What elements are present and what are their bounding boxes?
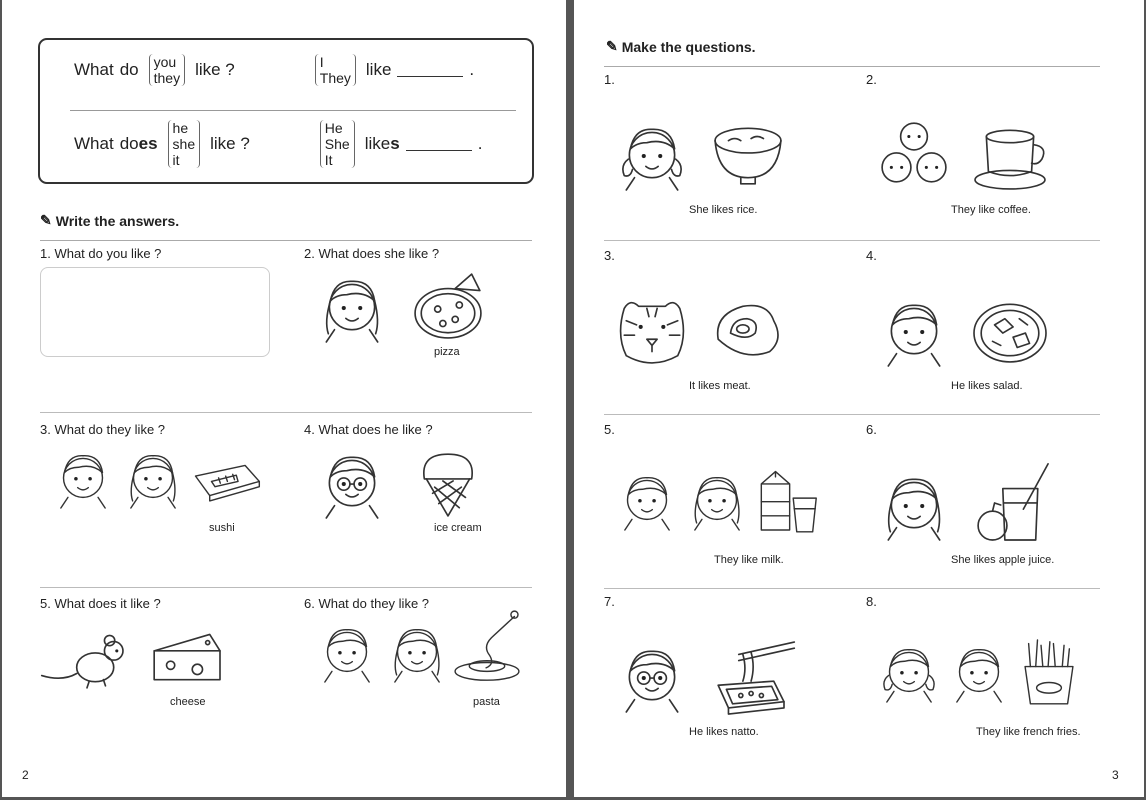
pigtail-face-icon bbox=[616, 118, 688, 190]
ice-cream-icon bbox=[412, 446, 484, 518]
picture-caption: He likes salad. bbox=[951, 380, 1023, 392]
item-label: 2. What does she like ? bbox=[304, 246, 440, 261]
grammar-text: . bbox=[477, 134, 483, 153]
section-title: Write the answers. bbox=[55, 212, 180, 229]
pigtail-face-icon bbox=[878, 640, 940, 702]
picture bbox=[616, 468, 678, 535]
picture bbox=[878, 118, 950, 195]
grammar-text: What bbox=[74, 134, 114, 153]
answer-subject-bracket bbox=[320, 120, 355, 168]
grammar-text: like bbox=[364, 134, 391, 153]
section-header bbox=[606, 38, 756, 55]
item-label: 7. bbox=[604, 594, 615, 609]
picture bbox=[878, 640, 940, 707]
picture-caption: sushi bbox=[209, 522, 235, 534]
answer-subject-bracket bbox=[315, 54, 356, 86]
picture-caption: It likes meat. bbox=[689, 380, 751, 392]
grammar-text: like bbox=[365, 60, 392, 79]
picture bbox=[616, 640, 688, 717]
picture-caption: They like french fries. bbox=[976, 726, 1081, 738]
picture bbox=[52, 620, 124, 697]
pencil-icon: ✎ bbox=[606, 38, 618, 54]
grammar-bold-suffix: s bbox=[390, 134, 400, 153]
coffee-cup-icon bbox=[974, 118, 1046, 190]
sushi-icon bbox=[192, 446, 254, 508]
subject-option: It bbox=[324, 152, 333, 168]
milk-icon bbox=[756, 468, 818, 530]
boy-face-icon bbox=[878, 294, 950, 366]
subject-bracket bbox=[149, 54, 185, 86]
apple-juice-icon bbox=[974, 468, 1046, 540]
grammar-text: do bbox=[119, 60, 139, 79]
picture bbox=[712, 640, 784, 717]
picture-caption: pasta bbox=[473, 696, 500, 708]
item-label: 1. bbox=[604, 72, 615, 87]
item-label: 3. What do they like ? bbox=[40, 422, 166, 437]
girl-face-icon bbox=[386, 620, 448, 682]
mouse-icon bbox=[52, 620, 124, 692]
girl-face-icon bbox=[686, 468, 748, 530]
picture bbox=[878, 468, 950, 545]
pasta-icon bbox=[456, 620, 518, 682]
subject-option: They bbox=[319, 70, 351, 86]
picture-caption: ice cream bbox=[434, 522, 482, 534]
picture bbox=[616, 118, 688, 195]
picture-caption: She likes rice. bbox=[689, 204, 758, 216]
row-divider bbox=[604, 588, 1100, 589]
picture bbox=[712, 294, 784, 371]
subject-option: you bbox=[153, 54, 177, 70]
grammar-text: . bbox=[469, 60, 475, 79]
subject-option: it bbox=[172, 152, 180, 168]
picture bbox=[974, 118, 1046, 195]
picture bbox=[1018, 640, 1080, 707]
grammar-text: What bbox=[74, 60, 114, 79]
picture bbox=[122, 446, 184, 513]
picture-caption: They like coffee. bbox=[951, 204, 1031, 216]
row-divider bbox=[604, 414, 1100, 415]
grammar-bold-suffix: es bbox=[138, 134, 158, 153]
subject-option: She bbox=[324, 136, 350, 152]
picture-caption: They like milk. bbox=[714, 554, 784, 566]
grammar-box bbox=[38, 38, 534, 184]
item-label: 5. bbox=[604, 422, 615, 437]
subject-bracket bbox=[168, 120, 201, 168]
tiger-icon bbox=[616, 294, 688, 366]
item-label: 4. What does he like ? bbox=[304, 422, 433, 437]
right-page bbox=[574, 0, 1144, 797]
grammar-text: do bbox=[119, 134, 139, 153]
grammar-text bbox=[365, 134, 400, 154]
boy-face-icon bbox=[948, 640, 1010, 702]
row-divider bbox=[40, 412, 532, 413]
picture bbox=[974, 468, 1046, 545]
picture bbox=[878, 294, 950, 371]
row-divider bbox=[40, 587, 532, 588]
header-rule bbox=[40, 240, 532, 241]
subject-option: He bbox=[324, 120, 343, 136]
grammar-text: like ? bbox=[210, 134, 250, 153]
picture bbox=[316, 446, 388, 523]
picture bbox=[412, 446, 484, 523]
picture bbox=[148, 620, 220, 697]
girl-face-icon bbox=[122, 446, 184, 508]
section-title: Make the questions. bbox=[621, 38, 756, 55]
item-label: 4. bbox=[866, 248, 877, 263]
subject-option: they bbox=[153, 70, 181, 86]
subject-option: he bbox=[172, 120, 189, 136]
natto-icon bbox=[712, 640, 784, 712]
item-label: 6. What do they like ? bbox=[304, 596, 430, 611]
picture bbox=[686, 468, 748, 535]
girl-face-icon bbox=[878, 468, 950, 540]
answer-blank bbox=[406, 137, 472, 151]
picture bbox=[52, 446, 114, 513]
row-divider bbox=[604, 240, 1100, 241]
glasses-face-icon bbox=[616, 640, 688, 712]
picture bbox=[616, 294, 688, 371]
left-page bbox=[2, 0, 566, 797]
picture bbox=[756, 468, 818, 535]
item-label: 8. bbox=[866, 594, 877, 609]
answer-box[interactable] bbox=[40, 267, 270, 357]
group-faces-icon bbox=[878, 118, 950, 190]
boy-face-icon bbox=[316, 620, 378, 682]
grammar-text bbox=[120, 134, 158, 154]
picture bbox=[456, 620, 518, 687]
french-fries-icon bbox=[1018, 640, 1080, 702]
item-label: 3. bbox=[604, 248, 615, 263]
item-label: 2. bbox=[866, 72, 877, 87]
item-label: 5. What does it like ? bbox=[40, 596, 161, 611]
picture-caption: She likes apple juice. bbox=[951, 554, 1055, 566]
picture bbox=[412, 270, 484, 347]
header-rule bbox=[604, 66, 1100, 67]
picture bbox=[316, 270, 388, 347]
picture bbox=[948, 640, 1010, 707]
glasses-face-icon bbox=[316, 446, 388, 518]
picture bbox=[386, 620, 448, 687]
meat-icon bbox=[712, 294, 784, 366]
picture bbox=[316, 620, 378, 687]
picture-caption: cheese bbox=[170, 696, 206, 708]
page-number: 2 bbox=[22, 768, 29, 782]
grammar-row-does bbox=[74, 120, 482, 168]
salad-icon bbox=[974, 294, 1046, 366]
divider bbox=[70, 110, 516, 111]
rice-bowl-icon bbox=[712, 118, 784, 190]
picture bbox=[192, 446, 254, 513]
girl-face-icon bbox=[316, 270, 388, 342]
grammar-text: like ? bbox=[195, 60, 235, 79]
picture-caption: pizza bbox=[434, 346, 460, 358]
grammar-row-do bbox=[74, 54, 474, 86]
picture-caption: He likes natto. bbox=[689, 726, 759, 738]
item-label: 1. What do you like ? bbox=[40, 246, 162, 261]
boy-face-icon bbox=[52, 446, 114, 508]
picture bbox=[712, 118, 784, 195]
section-header bbox=[40, 212, 179, 229]
answer-blank bbox=[397, 63, 463, 77]
boy-face-icon bbox=[616, 468, 678, 530]
picture bbox=[974, 294, 1046, 371]
pizza-icon bbox=[412, 270, 484, 342]
item-label: 6. bbox=[866, 422, 877, 437]
cheese-icon bbox=[148, 620, 220, 692]
page-number: 3 bbox=[1112, 768, 1119, 782]
subject-option: she bbox=[172, 136, 196, 152]
subject-option: I bbox=[319, 54, 324, 70]
pencil-icon: ✎ bbox=[40, 212, 52, 228]
